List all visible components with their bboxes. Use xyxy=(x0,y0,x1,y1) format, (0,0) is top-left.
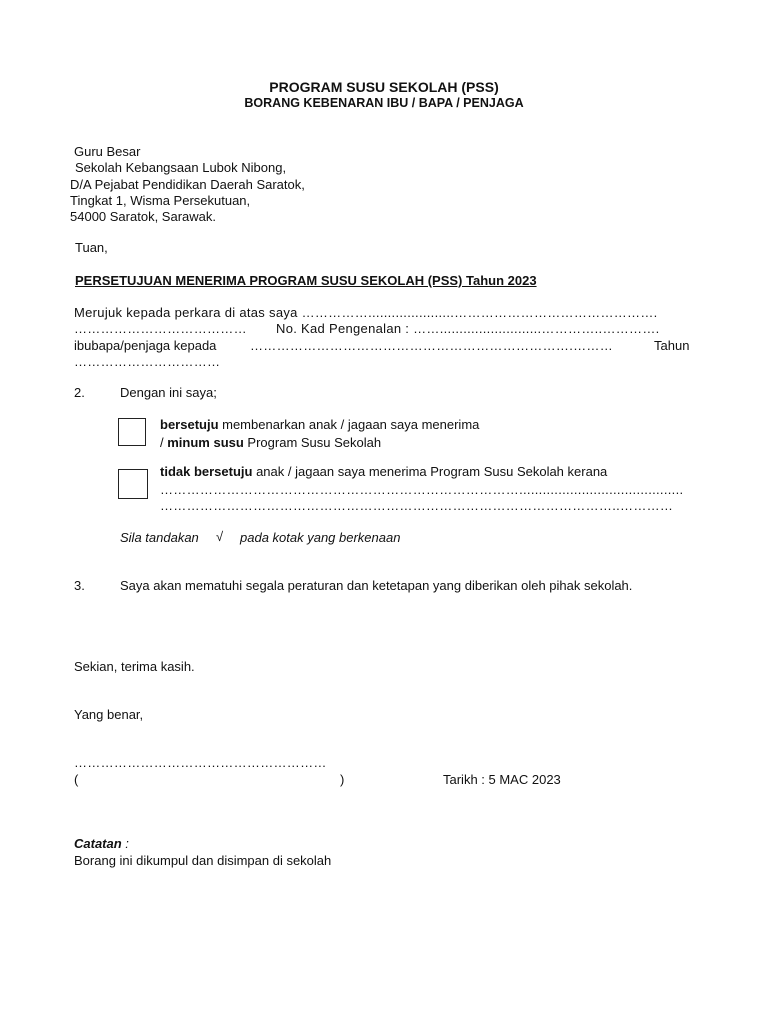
agree-bold: bersetuju xyxy=(160,417,219,432)
item3-text: Saya akan mematuhi segala peraturan dan ketetapan yang diberikan oleh pihak sekolah. xyxy=(120,578,633,593)
address-line-1: Guru Besar xyxy=(74,144,141,159)
agree-checkbox[interactable] xyxy=(118,418,146,446)
note-label: Catatan xyxy=(74,836,122,851)
disagree-reason-line1: ……………………………………………………………………….......................................... xyxy=(160,482,684,497)
child-name-field: ……………………………………………………………….……… xyxy=(250,338,614,353)
name-open-paren: ( xyxy=(74,772,79,787)
instruction-before: Sila tandakan xyxy=(120,530,199,545)
agree-option-line2 xyxy=(160,435,381,450)
note-text: Borang ini dikumpul dan disimpan di sekolah xyxy=(74,853,332,868)
para1-line1: Merujuk kepada perkara di atas saya ……………......................………………………………………. xyxy=(74,305,658,320)
disagree-bold: tidak bersetuju xyxy=(160,464,253,479)
agree-prefix: / xyxy=(160,435,168,450)
form-title: PROGRAM SUSU SEKOLAH (PSS) xyxy=(269,79,499,95)
disagree-checkbox[interactable] xyxy=(118,469,148,499)
item2-number: 2. xyxy=(74,385,85,400)
address-line-3: D/A Pejabat Pendidikan Daerah Saratok, xyxy=(70,177,305,192)
sign-off: Yang benar, xyxy=(74,707,144,722)
disagree-text: anak / jagaan saya menerima Program Susu Sekolah kerana xyxy=(252,464,608,479)
salutation: Tuan, xyxy=(75,240,108,255)
subject-line: PERSETUJUAN MENERIMA PROGRAM SUSU SEKOLAH (PSS) Tahun 2023 xyxy=(75,273,537,288)
drink-milk-bold: minum susu xyxy=(167,435,244,450)
date-field: Tarikh : 5 MAC 2023 xyxy=(443,772,561,787)
agree-program-text: Program Susu Sekolah xyxy=(243,435,382,450)
name-close-paren: ) xyxy=(340,772,345,787)
checkmark-icon: √ xyxy=(216,529,224,544)
signature-line: ………………………………………………… xyxy=(74,755,327,770)
disagree-option-line1 xyxy=(160,464,607,479)
instruction-after: pada kotak yang berkenaan xyxy=(240,530,401,545)
year-field: …………………………… xyxy=(74,354,221,369)
year-label: Tahun xyxy=(654,338,690,353)
ic-number-field: No. Kad Pengenalan : ……..........................…………..…………. xyxy=(276,321,660,336)
address-line-2: Sekolah Kebangsaan Lubok Nibong, xyxy=(75,160,287,175)
closing-text: Sekian, terima kasih. xyxy=(74,659,195,674)
para1-line3-label: ibubapa/penjaga kepada xyxy=(74,338,217,353)
para1-line2-dots: ………………………………… xyxy=(74,321,247,336)
form-subtitle: BORANG KEBENARAN IBU / BAPA / PENJAGA xyxy=(244,96,524,110)
note-colon: : xyxy=(121,836,129,851)
disagree-reason-line2: …………………………………………………………………………………………..………… xyxy=(160,498,674,513)
agree-option-line1 xyxy=(160,417,479,432)
item2-intro: Dengan ini saya; xyxy=(120,385,217,400)
address-line-5: 54000 Saratok, Sarawak. xyxy=(70,209,216,224)
agree-text: membenarkan anak / jagaan saya menerima xyxy=(218,417,480,432)
note-heading xyxy=(74,836,129,851)
address-line-4: Tingkat 1, Wisma Persekutuan, xyxy=(70,193,251,208)
item3-number: 3. xyxy=(74,578,85,593)
